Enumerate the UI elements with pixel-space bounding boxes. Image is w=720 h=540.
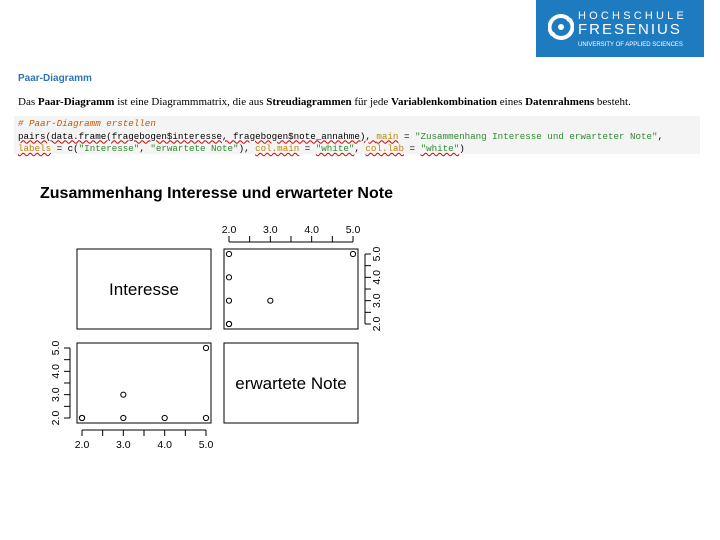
top-axis-tick-label: 3.0 <box>263 224 278 236</box>
right-axis-tick-label: 3.0 <box>371 293 383 308</box>
bottom-axis-tick-label: 5.0 <box>198 439 214 451</box>
para-text: ist eine Diagrammmatrix, die aus <box>114 96 267 108</box>
code-arg-labels: labels <box>18 143 52 154</box>
scatter-point-lower <box>203 415 208 420</box>
para-bold-term: Datenrahmens <box>525 96 595 108</box>
scatter-point-lower <box>79 415 84 420</box>
code-text: , <box>354 143 366 154</box>
right-axis-tick-label: 4.0 <box>371 270 383 285</box>
diagonal-label-interesse: Interesse <box>109 280 179 299</box>
code-text: = <box>299 143 316 154</box>
section-heading: Paar-Diagramm <box>18 73 92 84</box>
diagonal-label-erwartete-note: erwartete Note <box>235 374 347 393</box>
code-arg-main: main <box>376 130 399 142</box>
code-string-main: "Zusammenhang Interesse und erwarteter Note" <box>414 130 658 142</box>
panel-bl-frame <box>77 343 211 423</box>
code-string-collab: "white" <box>420 143 460 154</box>
bottom-axis-tick-label: 2.0 <box>74 439 90 451</box>
para-bold-term: Paar-Diagramm <box>37 96 115 108</box>
logo-line-university: UNIVERSITY OF APPLIED SCIENCES <box>578 42 683 48</box>
code-text: = <box>404 143 421 154</box>
logo-line-fresenius: FRESENIUS <box>578 21 682 38</box>
scatter-point-lower <box>121 415 126 420</box>
code-arg-colmain: col.main <box>255 143 300 154</box>
code-text: = c( <box>51 143 79 154</box>
para-text: besteht. <box>594 96 631 108</box>
code-text: , <box>657 130 664 142</box>
code-text: , <box>139 143 151 154</box>
right-axis-tick-label: 5.0 <box>371 246 383 262</box>
code-comment: # Paar-Diagramm erstellen <box>18 118 156 129</box>
scatter-point-lower <box>121 392 126 397</box>
code-string-colmain: "white" <box>315 143 355 154</box>
para-text: eines <box>497 96 526 108</box>
scatter-point-upper <box>226 251 231 256</box>
para-bold-term: Variablenkombination <box>391 96 497 108</box>
scatter-point-upper <box>226 298 231 303</box>
left-axis-tick-label: 5.0 <box>50 340 62 356</box>
code-arg-collab: col.lab <box>365 143 405 154</box>
right-axis-tick-label: 2.0 <box>371 316 383 332</box>
para-text: Das <box>18 96 38 108</box>
code-string-label2: "erwartete Note" <box>150 143 239 154</box>
scatter-point-upper <box>226 275 231 280</box>
top-axis-tick-label: 5.0 <box>345 224 361 236</box>
code-text: ) <box>459 143 465 154</box>
code-text: pairs(data.frame(fragebogen$interesse, fragebogen$note_annahme), <box>18 130 377 142</box>
left-axis-tick-label: 3.0 <box>50 387 62 402</box>
left-axis-tick-label: 4.0 <box>50 364 62 379</box>
bottom-axis-tick-label: 4.0 <box>157 439 172 451</box>
panel-tr-frame <box>224 249 358 329</box>
scatter-point-upper <box>350 251 355 256</box>
top-axis-tick-label: 4.0 <box>304 224 319 236</box>
code-text: = <box>398 130 415 142</box>
code-string-label1: "Interesse" <box>78 143 140 154</box>
code-text: ), <box>238 143 256 154</box>
top-axis-tick-label: 2.0 <box>221 224 237 236</box>
logo-line-hochschule: HOCHSCHULE <box>578 10 688 22</box>
scatter-point-upper <box>226 321 231 326</box>
bottom-axis-tick-label: 3.0 <box>116 439 131 451</box>
scatter-point-upper <box>268 298 273 303</box>
scatter-point-lower <box>162 415 167 420</box>
para-bold-term: Streudiagrammen <box>266 96 352 108</box>
para-text: für jede <box>351 96 392 108</box>
chart-title: Zusammenhang Interesse und erwarteter Note <box>40 185 393 202</box>
scatter-point-lower <box>203 345 208 350</box>
left-axis-tick-label: 2.0 <box>50 410 62 426</box>
